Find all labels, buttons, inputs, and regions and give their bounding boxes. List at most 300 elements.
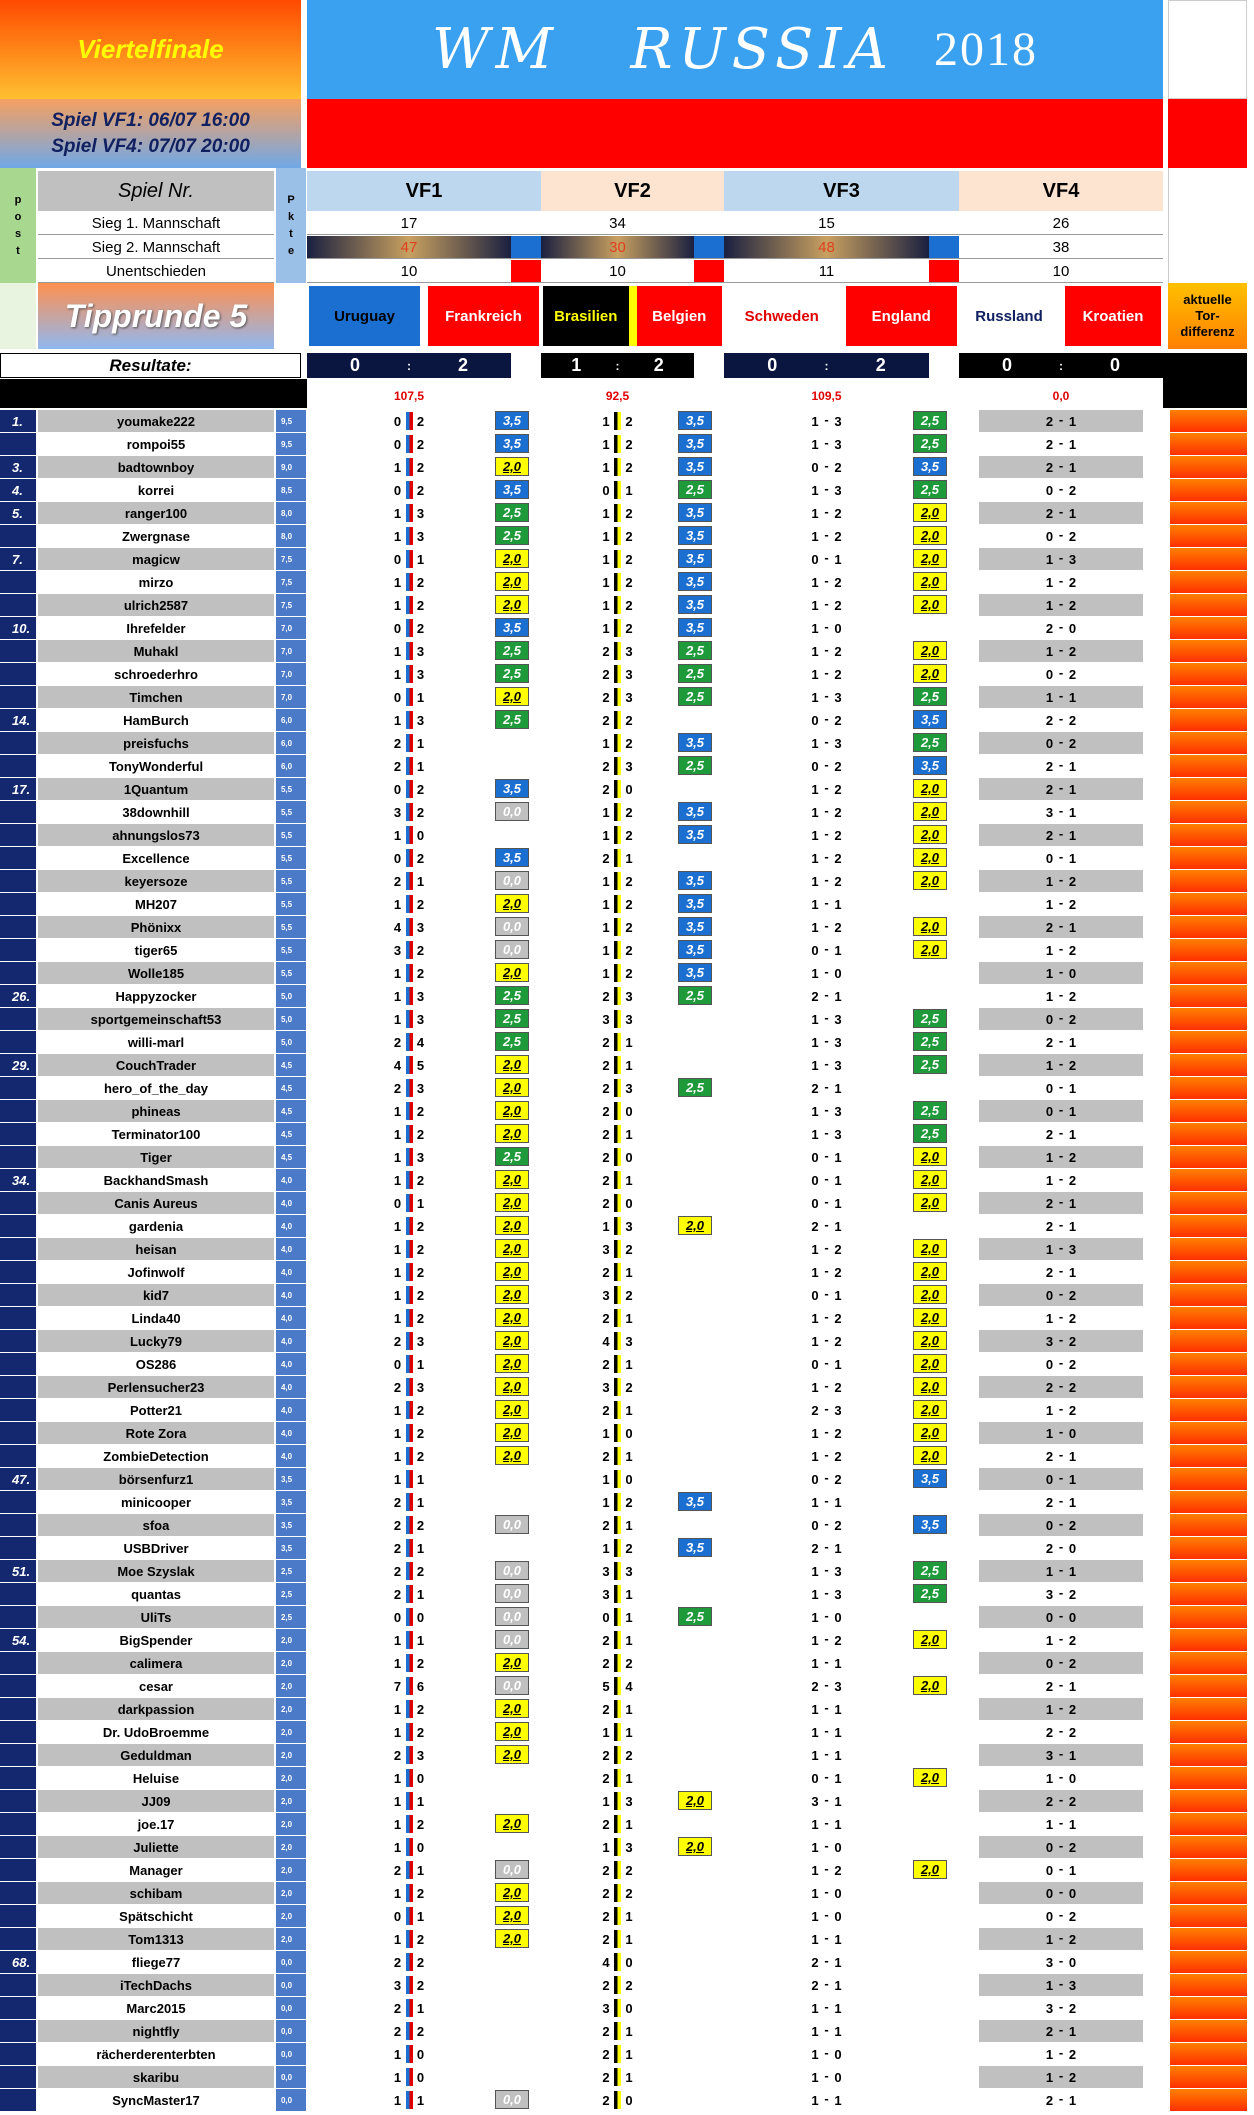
player-tip [561,1813,674,1835]
team-divider [1057,286,1065,346]
player-points: 4,0 [276,1261,297,1283]
tip-score-badge: 2,0 [913,1262,947,1281]
player-row [0,778,1254,801]
tip-separator: - [824,1654,829,1669]
player-points: 0,0 [276,2066,297,2088]
tip-separator [406,1700,413,1718]
tip-separator: - [1058,688,1064,703]
player-rank: 51. [0,1560,36,1582]
tip-home: 1 [393,1241,402,1257]
tip-away: 2 [834,597,842,613]
tip-away: 2 [625,505,633,521]
goal-difference [1170,2089,1247,2111]
player-points: 4,5 [276,1054,297,1076]
player-points: 7,5 [276,594,297,616]
player-row [0,663,1254,686]
post-low [0,283,36,349]
tip-away: 0 [416,1770,425,1786]
points-edge [297,2089,306,2111]
tip-away: 2 [625,965,633,981]
player-tip [979,870,1143,892]
tip-away: 0 [834,1908,842,1924]
tip-home: 0 [1045,1517,1054,1533]
tip-away: 2 [416,1885,425,1901]
tip-home: 1 [393,1011,402,1027]
player-tip [979,1629,1143,1651]
tip-away: 3 [416,988,425,1004]
player-points: 2,0 [276,1836,297,1858]
player-tip [744,2043,909,2065]
player-tip [327,1721,491,1743]
player-tip [327,778,491,800]
tip-home: 1 [811,482,819,498]
tip-separator [614,1010,621,1028]
goal-difference [1170,1031,1247,1053]
player-row [0,1399,1254,1422]
player-tip [561,1652,674,1674]
points-edge [297,1422,306,1444]
points-edge [297,1330,306,1352]
player-points: 3,5 [276,1514,297,1536]
tip-separator [406,1378,413,1396]
tip-home: 2 [393,758,402,774]
tip-home: 3 [1045,804,1054,820]
tip-home: 1 [811,965,819,981]
tip-score-badge: 2,0 [913,526,947,545]
tip-separator [614,1677,621,1695]
tip-home: 1 [811,1563,819,1579]
player-tip [979,594,1143,616]
goal-difference [1170,1192,1247,1214]
goal-difference [1170,709,1247,731]
player-tip [561,433,674,455]
result-gap [694,353,724,378]
tip-score-badge: 3,5 [678,572,712,591]
tip-away: 2 [625,1655,633,1671]
tip-separator: - [1058,1447,1064,1462]
player-row [0,1054,1254,1077]
player-name: Excellence [38,847,274,869]
tip-away: 3 [416,1379,425,1395]
player-tip [561,939,674,961]
goal-difference [1170,1698,1247,1720]
tip-home: 1 [1045,1057,1054,1073]
goal-difference [1170,571,1247,593]
tip-home: 1 [602,1724,610,1740]
tip-away: 3 [416,505,425,521]
player-name: Wolle185 [38,962,274,984]
tip-home: 2 [602,1057,610,1073]
tip-home: 1 [1045,1977,1054,1993]
tip-home: 1 [811,1126,819,1142]
match-stat: 10 [307,260,511,283]
tip-separator: - [824,1907,829,1922]
player-tip [979,1031,1143,1053]
player-tip [327,2020,491,2042]
tip-separator [614,1102,621,1120]
tip-separator: - [824,1355,829,1370]
tip-home: 4 [602,1333,610,1349]
tip-separator [406,642,413,660]
tip-home: 1 [602,1793,610,1809]
tip-away: 2 [625,735,633,751]
player-name: SyncMaster17 [38,2089,274,2111]
tip-away: 1 [1068,1103,1077,1119]
goal-difference [1170,1721,1247,1743]
player-name: Potter21 [38,1399,274,1421]
player-rank: 5. [0,502,36,524]
tip-separator: - [824,504,829,519]
player-tip [561,456,674,478]
player-tip [744,1376,909,1398]
player-tip [561,1491,674,1513]
player-tip [979,916,1143,938]
player-points: 2,0 [276,1675,297,1697]
points-edge [297,2020,306,2042]
player-rank [0,893,36,915]
tip-separator: - [824,1700,829,1715]
player-tip [561,801,674,823]
player-row [0,1629,1254,1652]
player-tip [979,571,1143,593]
player-tip [744,824,909,846]
player-points: 2,0 [276,1813,297,1835]
goal-difference [1170,1928,1247,1950]
tip-separator: - [824,458,829,473]
tip-separator [406,711,413,729]
player-points: 5,5 [276,847,297,869]
player-points: 2,0 [276,1721,297,1743]
player-name: heisan [38,1238,274,1260]
tip-home: 1 [1045,574,1054,590]
td-header-line: aktuelle [1183,292,1232,307]
player-tip [561,1537,674,1559]
tip-away: 2 [834,758,842,774]
tip-home: 1 [811,2092,819,2108]
goal-difference [1170,1307,1247,1329]
tip-home: 2 [602,2092,610,2108]
tip-away: 2 [1068,1517,1077,1533]
tip-home: 1 [393,2092,402,2108]
tip-away: 3 [834,1034,842,1050]
player-rank [0,1215,36,1237]
tip-separator [614,1148,621,1166]
tip-home: 1 [811,896,819,912]
player-name: Tom1313 [38,1928,274,1950]
tip-away: 1 [1068,413,1077,429]
points-edge [297,1238,306,1260]
tip-away: 2 [416,2023,425,2039]
tip-away: 1 [416,1793,425,1809]
player-points: 5,5 [276,893,297,915]
player-tip [979,1859,1143,1881]
player-rank [0,1399,36,1421]
team-divider [838,286,846,346]
tip-away: 2 [416,781,425,797]
player-tip [561,985,674,1007]
tip-score-badge: 2,5 [495,986,529,1005]
tip-score-badge: 2,0 [495,1308,529,1327]
tip-score-badge: 2,0 [913,1331,947,1350]
tip-score-badge: 2,0 [495,1170,529,1189]
tip-separator: - [824,1194,829,1209]
tip-separator [406,1654,413,1672]
team-divider [629,286,637,346]
player-tip [561,1928,674,1950]
player-name: skaribu [38,2066,274,2088]
player-tip [327,663,491,685]
tip-home: 3 [393,1977,402,1993]
tip-score-badge: 0,0 [495,1607,529,1626]
tip-score-badge: 2,0 [495,1193,529,1212]
tip-home: 3 [393,804,402,820]
tip-separator [614,550,621,568]
tip-away: 3 [1068,551,1077,567]
player-tip [327,1008,491,1030]
tip-away: 2 [1068,896,1077,912]
tip-home: 2 [1045,1379,1054,1395]
points-edge [297,916,306,938]
player-tip [327,1698,491,1720]
tip-home: 1 [393,1103,402,1119]
player-row [0,2066,1254,2089]
tip-separator: - [824,1631,829,1646]
tip-separator: - [1058,757,1064,772]
player-tip [744,709,909,731]
player-rank [0,1100,36,1122]
player-row [0,1376,1254,1399]
tip-score-badge: 3,5 [913,1469,947,1488]
tip-away: 2 [1068,1379,1077,1395]
tip-away: 2 [625,1977,633,1993]
tip-away: 2 [1068,2046,1077,2062]
tip-home: 1 [811,781,819,797]
player-tip [561,525,674,547]
result-score: 2 [415,353,511,378]
player-tip [561,732,674,754]
result-colon: : [1055,353,1067,378]
player-tip [561,617,674,639]
tip-home: 1 [602,551,610,567]
player-tip [979,2066,1143,2088]
player-row [0,1468,1254,1491]
tip-home: 1 [811,1310,819,1326]
tip-away: 0 [834,965,842,981]
points-edge [297,870,306,892]
tip-home: 1 [811,436,819,452]
tip-away: 3 [625,1218,633,1234]
player-points: 5,5 [276,916,297,938]
player-tip [327,548,491,570]
player-tip [561,1008,674,1030]
tip-away: 1 [834,1149,842,1165]
player-tip [561,962,674,984]
tip-away: 6 [416,1678,425,1694]
player-name: Canis Aureus [38,1192,274,1214]
tip-score-badge: 2,0 [495,1745,529,1764]
tip-home: 2 [1045,1126,1054,1142]
tip-score-badge: 3,5 [678,618,712,637]
player-rank: 68. [0,1951,36,1973]
tip-home: 1 [393,1816,402,1832]
player-rank [0,433,36,455]
tip-away: 1 [625,2023,633,2039]
player-name: USBDriver [38,1537,274,1559]
tip-away: 1 [1068,758,1077,774]
tip-away: 2 [834,1471,842,1487]
tip-away: 1 [1068,505,1077,521]
player-tip [979,1376,1143,1398]
tip-score-badge: 2,5 [495,664,529,683]
tip-away: 0 [1068,1609,1077,1625]
tip-away: 2 [834,850,842,866]
tip-separator: - [824,412,829,427]
player-rank [0,2043,36,2065]
tip-score-badge: 2,0 [495,1124,529,1143]
match-stat: 17 [307,212,511,235]
tip-score-badge: 2,5 [678,687,712,706]
tip-home: 1 [1045,896,1054,912]
tip-home: 2 [1045,1793,1054,1809]
tip-score-badge: 2,0 [495,595,529,614]
points-edge [297,1905,306,1927]
player-name: Marc2015 [38,1997,274,2019]
player-row [0,1767,1254,1790]
tip-score-badge: 2,5 [913,434,947,453]
tip-separator: - [824,1401,829,1416]
tip-home: 1 [811,2000,819,2016]
tip-home: 2 [1045,2023,1054,2039]
tip-separator [406,734,413,752]
player-tip [327,640,491,662]
tip-score-badge: 3,5 [678,526,712,545]
tip-separator [406,1309,413,1327]
goal-difference [1170,1744,1247,1766]
tip-separator [406,1424,413,1442]
points-edge [297,709,306,731]
player-rank: 47. [0,1468,36,1490]
tip-home: 2 [393,1080,402,1096]
player-tip [561,1606,674,1628]
tip-home: 2 [393,2000,402,2016]
tip-separator: - [824,895,829,910]
tip-score-badge: 2,0 [495,1377,529,1396]
player-name: magicw [38,548,274,570]
tip-home: 1 [811,1586,819,1602]
goal-difference [1170,1284,1247,1306]
tip-separator: - [1058,1631,1064,1646]
tip-away: 2 [1068,735,1077,751]
tip-away: 2 [834,643,842,659]
tip-separator [406,619,413,637]
player-tip [744,1215,909,1237]
player-tip [327,1422,491,1444]
tip-score-badge: 2,0 [913,1446,947,1465]
team-name: England [846,286,958,346]
player-tip [744,571,909,593]
player-tip [327,1629,491,1651]
player-rank [0,571,36,593]
player-tip [327,502,491,524]
tip-score-badge: 3,5 [678,1492,712,1511]
player-name: Dr. UdoBroemme [38,1721,274,1743]
points-edge [297,686,306,708]
tip-home: 2 [393,1954,402,1970]
tip-score-badge: 2,0 [913,641,947,660]
points-edge [297,1468,306,1490]
points-edge [297,1629,306,1651]
result-score: 0 [959,353,1055,378]
tip-away: 0 [834,2046,842,2062]
tip-away: 2 [416,1931,425,1947]
player-tip [979,1330,1143,1352]
player-tip [327,1468,491,1490]
tip-separator [406,481,413,499]
tip-home: 2 [393,1517,402,1533]
player-row [0,1169,1254,1192]
player-tip [744,1054,909,1076]
tip-score-badge: 2,5 [678,1078,712,1097]
tip-home: 0 [1045,1080,1054,1096]
player-tip [744,1836,909,1858]
result-colon: : [612,353,624,378]
tip-away: 2 [625,1379,633,1395]
tip-separator [406,665,413,683]
stat-marker [929,236,959,259]
tip-away: 2 [625,712,633,728]
points-edge [297,1514,306,1536]
player-tip [744,1514,909,1536]
player-tip [744,801,909,823]
tip-away: 2 [416,1816,425,1832]
player-tip [744,939,909,961]
tip-separator [614,826,621,844]
player-name: calimera [38,1652,274,1674]
tip-separator: - [824,803,829,818]
player-tip [979,479,1143,501]
player-tip [744,1813,909,1835]
player-tip [979,1284,1143,1306]
goal-difference [1170,2043,1247,2065]
tip-separator: - [1058,1217,1064,1232]
player-name: ulrich2587 [38,594,274,616]
tip-separator [406,2091,413,2109]
tip-separator: - [824,573,829,588]
tip-home: 1 [393,1839,402,1855]
tip-away: 1 [834,896,842,912]
tip-separator [406,1930,413,1948]
player-tip [561,1767,674,1789]
tip-away: 2 [625,1241,633,1257]
tip-separator [614,1056,621,1074]
player-tip [327,870,491,892]
tip-away: 1 [625,1816,633,1832]
match-total-points: 107,5 [393,389,425,403]
tip-score-badge: 2,5 [913,1561,947,1580]
tip-away: 1 [1068,689,1077,705]
tip-separator: - [824,1240,829,1255]
tip-home: 0 [1045,1356,1054,1372]
player-tip [744,1100,909,1122]
tipprunde-title: Tipprunde 5 [38,283,274,349]
player-points: 5,5 [276,870,297,892]
tip-score-badge: 2,5 [495,1009,529,1028]
tip-home: 0 [811,1356,819,1372]
player-tip [561,2089,674,2111]
result-score: 2 [624,353,695,378]
tip-score-badge: 2,5 [913,1124,947,1143]
tip-home: 0 [1045,1287,1054,1303]
